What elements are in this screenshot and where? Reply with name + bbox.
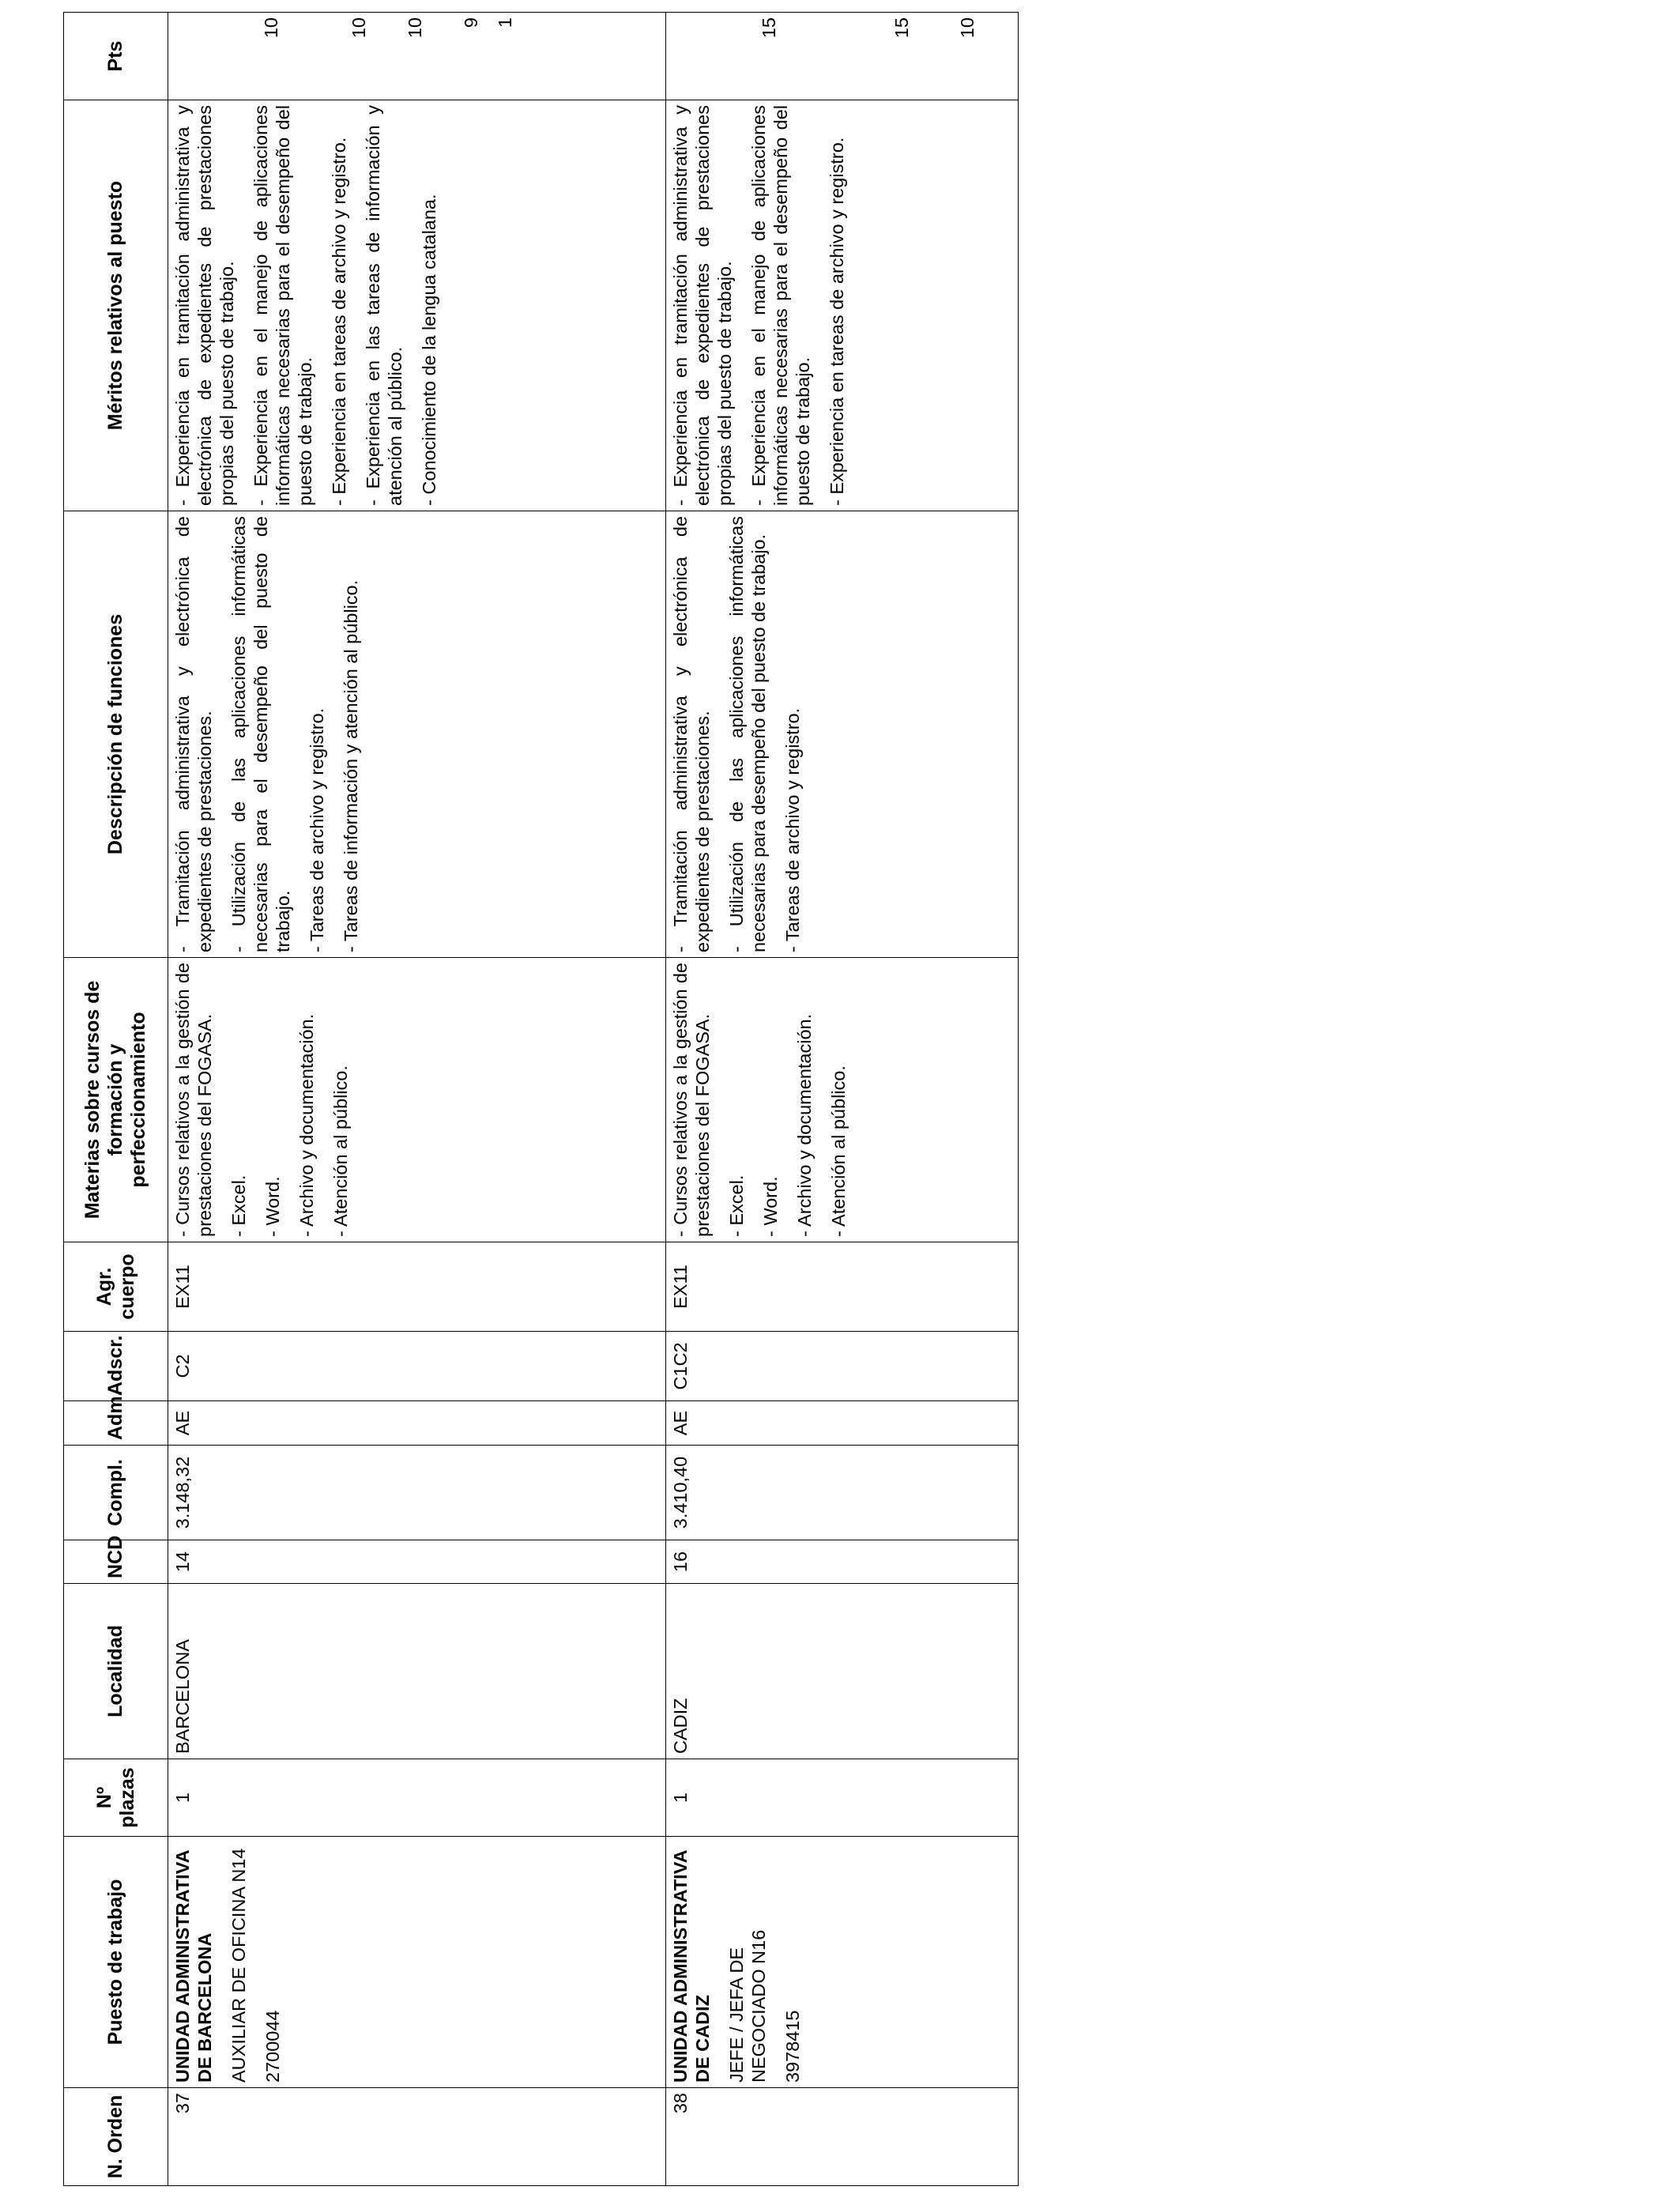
materias-cell: [168, 958, 666, 1242]
pts-value: 9: [461, 17, 481, 28]
header-compl: Compl.: [64, 1446, 168, 1540]
merito-item: - Experiencia en tareas de archivo y registro.: [827, 137, 847, 506]
puesto-cell: [168, 1837, 666, 2088]
pts-value: 10: [405, 17, 425, 39]
unidad-name: UNIDAD ADMINISTRATIVA DE BARCELONA: [172, 1850, 215, 2083]
meritos-cell: [666, 100, 1019, 511]
funciones-cell: [666, 511, 1019, 958]
funciones-cell: [168, 511, 666, 958]
agr-cell: EX11: [168, 1242, 666, 1332]
header-ncd: NCD: [64, 1540, 168, 1584]
pts-cell: [168, 13, 666, 100]
header-agr: Agr. cuerpo: [64, 1242, 168, 1332]
materia-item: - Atención al público.: [330, 1065, 351, 1237]
adm-cell: AE: [666, 1401, 1019, 1446]
merito-item: - Experiencia en el manejo de aplicaciones informáticas necesarias para el desempeño del puesto de trabajo.: [748, 105, 813, 506]
funcion-item: - Utilización de las aplicaciones informáticas necesarias para el desempeño del puesto de trabajo.: [228, 516, 293, 952]
pts-value: 1: [495, 17, 515, 28]
pts-value: 15: [759, 17, 779, 39]
compl-cell: 3.410,40: [666, 1446, 1019, 1540]
orden-cell: 37: [168, 2088, 666, 2186]
materia-item: - Cursos relativos a la gestión de prestaciones del FOGASA.: [670, 963, 713, 1237]
puesto-cell: [666, 1837, 1019, 2088]
pts-cell: [666, 13, 1019, 100]
pts-value: 15: [891, 17, 912, 39]
materias-cell: [666, 958, 1019, 1242]
materia-item: - Word.: [760, 1176, 781, 1237]
meritos-cell: [168, 100, 666, 511]
puesto-name: AUXILIAR DE OFICINA N14: [228, 1848, 249, 2083]
localidad-cell: CADIZ: [666, 1584, 1019, 1759]
adscr-cell: C2: [168, 1332, 666, 1401]
table-row: [168, 13, 666, 2186]
header-descripcion: Descripción de funciones: [64, 511, 168, 958]
header-orden: N. Orden: [64, 2088, 168, 2186]
merito-item: - Conocimiento de la lengua catalana.: [419, 194, 439, 506]
ncd-cell: 16: [666, 1540, 1019, 1584]
materia-item: - Archivo y documentación.: [794, 1013, 815, 1237]
funcion-item: - Tareas de información y atención al público.: [341, 579, 361, 952]
ncd-cell: 14: [168, 1540, 666, 1584]
adm-cell: AE: [168, 1401, 666, 1446]
header-puesto: Puesto de trabajo: [64, 1837, 168, 2088]
header-materias: Materias sobre cursos de formación y perfeccionamiento: [64, 958, 168, 1242]
funcion-item: - Utilización de las aplicaciones informáticas necesarias para desempeño del puesto de trabajo.: [726, 516, 769, 952]
materia-item: - Excel.: [726, 1174, 747, 1237]
pts-value: 10: [348, 17, 369, 39]
plazas-cell: 1: [666, 1759, 1019, 1837]
header-pts: Pts: [64, 13, 168, 100]
header-meritos: Méritos relativos al puesto: [64, 100, 168, 511]
funcion-item: - Tareas de archivo y registro.: [782, 707, 803, 952]
merito-item: - Experiencia en tareas de archivo y registro.: [329, 137, 349, 506]
merito-item: - Experiencia en tramitación administrativa y electrónica de expedientes de prestaciones propias del puesto de trabajo.: [670, 105, 735, 506]
materia-item: - Excel.: [228, 1174, 249, 1237]
funcion-item: - Tramitación administrativa y electrónica de expedientes de prestaciones.: [172, 516, 215, 952]
plazas-table: [63, 12, 1019, 2186]
localidad-cell: BARCELONA: [168, 1584, 666, 1759]
header-plazas: Nº plazas: [64, 1759, 168, 1837]
funcion-item: - Tramitación administrativa y electrónica de expedientes de prestaciones.: [670, 516, 713, 952]
merito-item: - Experiencia en el manejo de aplicaciones informáticas necesarias para el desempeño del puesto de trabajo.: [250, 105, 315, 506]
orden-cell: 38: [666, 2088, 1019, 2186]
materia-item: - Archivo y documentación.: [296, 1013, 317, 1237]
pts-value: 10: [957, 17, 977, 39]
table-row: [666, 13, 1019, 2186]
header-localidad: Localidad: [64, 1584, 168, 1759]
materia-item: - Cursos relativos a la gestión de prestaciones del FOGASA.: [172, 963, 215, 1237]
header-row: [64, 13, 168, 2186]
agr-cell: EX11: [666, 1242, 1019, 1332]
puesto-codigo: 2700044: [262, 2010, 283, 2083]
merito-item: - Experiencia en tramitación administrativa y electrónica de expedientes de prestaciones propias del puesto de trabajo.: [172, 105, 237, 506]
pts-value: 10: [261, 17, 281, 39]
unidad-name: UNIDAD ADMINISTRATIVA DE CADIZ: [670, 1850, 713, 2083]
funcion-item: - Tareas de archivo y registro.: [307, 707, 327, 952]
materia-item: - Atención al público.: [828, 1065, 849, 1237]
header-adscr: Adscr.: [64, 1332, 168, 1401]
puesto-codigo: 3978415: [782, 2010, 803, 2083]
puesto-name: JEFE / JEFA DE NEGOCIADO N16: [726, 1929, 769, 2083]
merito-item: - Experiencia en las tareas de información y atención al público.: [363, 105, 405, 506]
materia-item: - Word.: [262, 1176, 283, 1237]
adscr-cell: C1C2: [666, 1332, 1019, 1401]
header-adm: Adm.: [64, 1401, 168, 1446]
plazas-cell: 1: [168, 1759, 666, 1837]
compl-cell: 3.148,32: [168, 1446, 666, 1540]
